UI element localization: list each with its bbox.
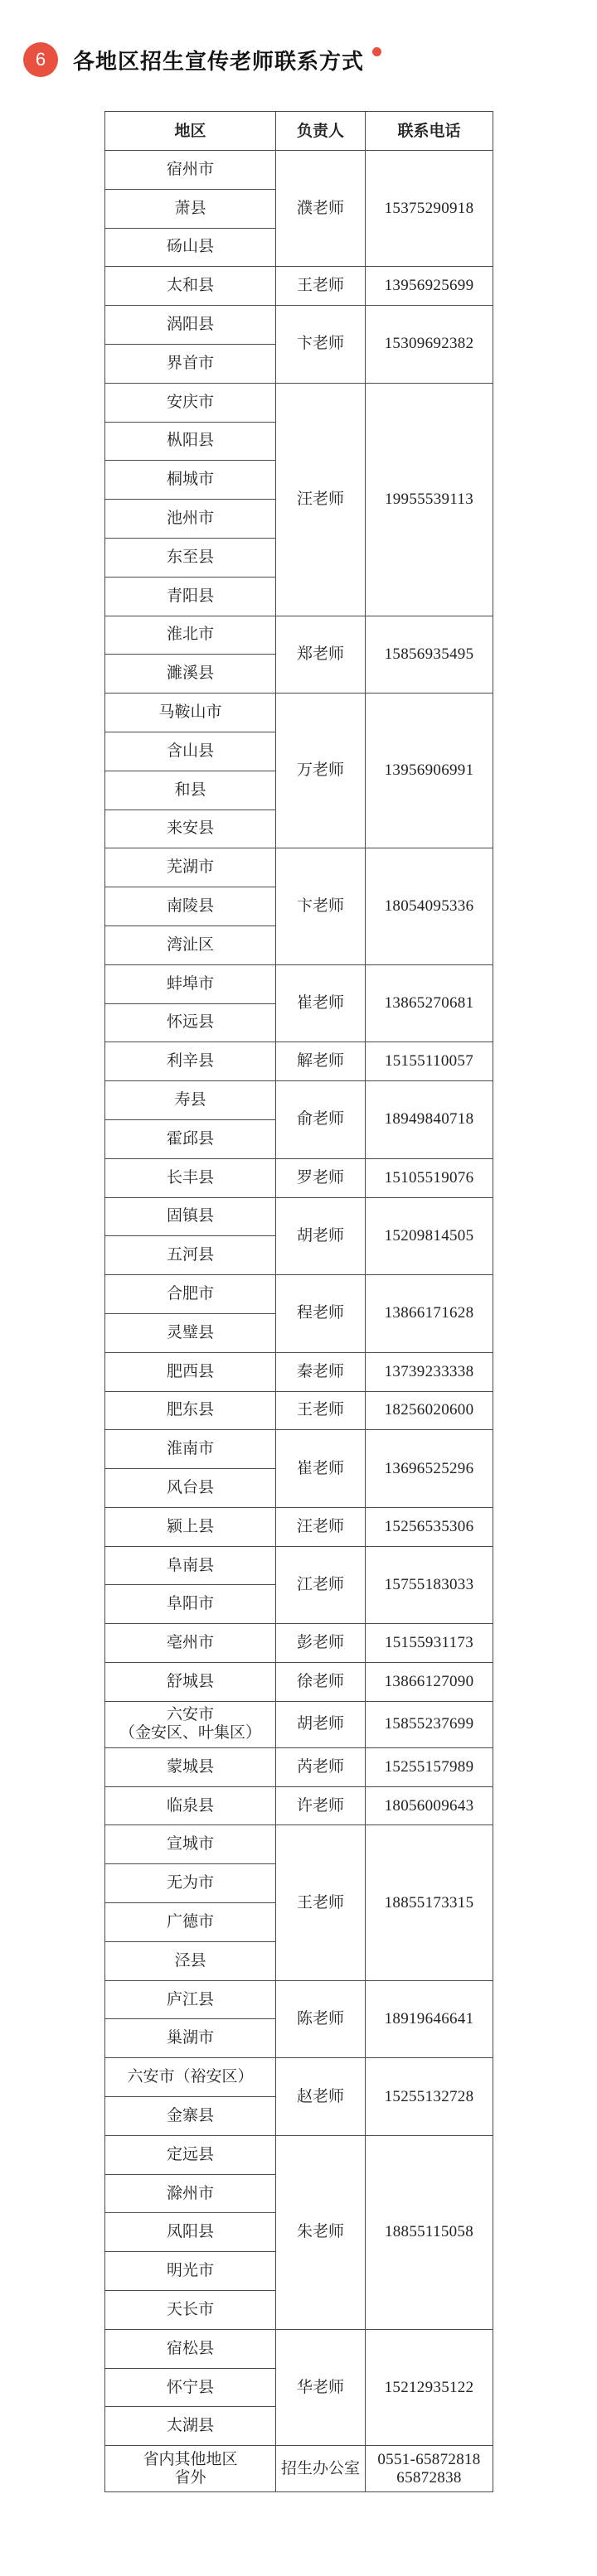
table-header-row xyxy=(105,112,493,151)
teacher-cell: 胡老师 xyxy=(276,1197,366,1275)
table-row xyxy=(105,1980,493,2019)
teacher-cell: 芮老师 xyxy=(276,1747,366,1786)
region-cell: 长丰县 xyxy=(105,1158,276,1197)
region-cell: 含山县 xyxy=(105,732,276,771)
region-cell: 临泉县 xyxy=(105,1786,276,1825)
teacher-cell: 万老师 xyxy=(276,694,366,848)
phone-cell: 18919646641 xyxy=(366,1980,493,2058)
phone-cell: 15155110057 xyxy=(366,1042,493,1081)
table-row xyxy=(105,2135,493,2174)
phone-cell: 15856935495 xyxy=(366,616,493,694)
phone-cell: 15209814505 xyxy=(366,1197,493,1275)
table-row xyxy=(105,1275,493,1314)
phone-cell: 18256020600 xyxy=(366,1391,493,1430)
phone-cell: 15256535306 xyxy=(366,1507,493,1546)
region-cell: 阜阳市 xyxy=(105,1585,276,1624)
teacher-cell: 陈老师 xyxy=(276,1980,366,2058)
phone-cell: 15105519076 xyxy=(366,1158,493,1197)
region-cell: 宣城市 xyxy=(105,1825,276,1864)
region-cell: 太湖县 xyxy=(105,2407,276,2446)
teacher-cell: 罗老师 xyxy=(276,1158,366,1197)
region-cell: 肥西县 xyxy=(105,1352,276,1391)
phone-cell: 18054095336 xyxy=(366,848,493,964)
region-cell: 怀远县 xyxy=(105,1003,276,1042)
table-row xyxy=(105,1081,493,1120)
region-cell: 芜湖市 xyxy=(105,848,276,887)
region-cell: 湾沚区 xyxy=(105,926,276,964)
region-cell: 六安市（裕安区） xyxy=(105,2058,276,2097)
region-cell: 蒙城县 xyxy=(105,1747,276,1786)
teacher-cell: 胡老师 xyxy=(276,1701,366,1747)
teacher-cell: 王老师 xyxy=(276,1391,366,1430)
region-cell: 淮北市 xyxy=(105,616,276,655)
region-cell: 萧县 xyxy=(105,189,276,228)
region-cell: 五河县 xyxy=(105,1236,276,1275)
region-cell: 省内其他地区 省外 xyxy=(105,2446,276,2492)
teacher-cell: 许老师 xyxy=(276,1786,366,1825)
region-cell: 淮南市 xyxy=(105,1430,276,1469)
phone-cell: 13866171628 xyxy=(366,1275,493,1353)
region-cell: 青阳县 xyxy=(105,577,276,616)
table-row xyxy=(105,1158,493,1197)
teacher-cell: 崔老师 xyxy=(276,964,366,1042)
phone-cell: 13696525296 xyxy=(366,1430,493,1508)
region-cell: 寿县 xyxy=(105,1081,276,1120)
section-header xyxy=(23,40,381,80)
contact-table xyxy=(104,111,493,2492)
region-cell: 舒城县 xyxy=(105,1663,276,1702)
table-row xyxy=(105,306,493,345)
teacher-cell: 徐老师 xyxy=(276,1663,366,1702)
phone-cell: 13956906991 xyxy=(366,694,493,848)
teacher-cell: 王老师 xyxy=(276,267,366,306)
table-row xyxy=(105,1507,493,1546)
teacher-cell: 华老师 xyxy=(276,2329,366,2445)
header-phone: 联系电话 xyxy=(366,112,493,151)
section-title: 各地区招生宣传老师联系方式 xyxy=(73,49,365,75)
phone-cell: 15755183033 xyxy=(366,1546,493,1624)
teacher-cell: 王老师 xyxy=(276,1825,366,1980)
region-cell: 固镇县 xyxy=(105,1197,276,1236)
region-cell: 定远县 xyxy=(105,2135,276,2174)
region-cell: 滁州市 xyxy=(105,2174,276,2213)
section-number-badge: 6 xyxy=(23,42,58,77)
table-row xyxy=(105,1042,493,1081)
table-row xyxy=(105,1786,493,1825)
teacher-cell: 郑老师 xyxy=(276,616,366,694)
region-cell: 凤阳县 xyxy=(105,2213,276,2252)
teacher-cell: 解老师 xyxy=(276,1042,366,1081)
teacher-cell: 江老师 xyxy=(276,1546,366,1624)
teacher-cell: 崔老师 xyxy=(276,1430,366,1508)
table-body xyxy=(105,151,493,2492)
region-cell: 池州市 xyxy=(105,500,276,539)
phone-cell: 18949840718 xyxy=(366,1081,493,1159)
teacher-cell: 程老师 xyxy=(276,1275,366,1353)
phone-cell: 15375290918 xyxy=(366,151,493,267)
region-cell: 砀山县 xyxy=(105,228,276,267)
teacher-cell: 秦老师 xyxy=(276,1352,366,1391)
phone-cell: 19955539113 xyxy=(366,383,493,616)
phone-cell: 15309692382 xyxy=(366,306,493,384)
region-cell: 来安县 xyxy=(105,810,276,848)
phone-cell: 13956925699 xyxy=(366,267,493,306)
table-row xyxy=(105,1546,493,1585)
region-cell: 亳州市 xyxy=(105,1624,276,1663)
table-row xyxy=(105,1663,493,1702)
region-cell: 风台县 xyxy=(105,1469,276,1508)
region-cell: 东至县 xyxy=(105,538,276,577)
phone-cell: 13866127090 xyxy=(366,1663,493,1702)
teacher-cell: 赵老师 xyxy=(276,2058,366,2136)
region-cell: 金寨县 xyxy=(105,2097,276,2136)
phone-cell: 15212935122 xyxy=(366,2329,493,2445)
table-row xyxy=(105,151,493,190)
region-cell: 宿州市 xyxy=(105,151,276,190)
phone-cell: 13739233338 xyxy=(366,1352,493,1391)
table-row xyxy=(105,694,493,732)
region-cell: 灵璧县 xyxy=(105,1313,276,1352)
table-row xyxy=(105,848,493,887)
region-cell: 肥东县 xyxy=(105,1391,276,1430)
teacher-cell: 濮老师 xyxy=(276,151,366,267)
phone-cell: 0551-65872818 65872838 xyxy=(366,2446,493,2492)
region-cell: 蚌埠市 xyxy=(105,964,276,1003)
region-cell: 庐江县 xyxy=(105,1980,276,2019)
table-row xyxy=(105,1391,493,1430)
table-row xyxy=(105,2446,493,2492)
region-cell: 涡阳县 xyxy=(105,306,276,345)
region-cell: 马鞍山市 xyxy=(105,694,276,732)
region-cell: 合肥市 xyxy=(105,1275,276,1314)
teacher-cell: 卞老师 xyxy=(276,306,366,384)
header-teacher: 负责人 xyxy=(276,112,366,151)
table-row xyxy=(105,1197,493,1236)
teacher-cell: 汪老师 xyxy=(276,383,366,616)
table-row xyxy=(105,1701,493,1747)
region-cell: 宿松县 xyxy=(105,2329,276,2368)
region-cell: 无为市 xyxy=(105,1864,276,1903)
region-cell: 界首市 xyxy=(105,344,276,383)
region-cell: 太和县 xyxy=(105,267,276,306)
table-row xyxy=(105,616,493,655)
region-cell: 利辛县 xyxy=(105,1042,276,1081)
table-row xyxy=(105,383,493,422)
phone-cell: 18855173315 xyxy=(366,1825,493,1980)
teacher-cell: 俞老师 xyxy=(276,1081,366,1159)
region-cell: 阜南县 xyxy=(105,1546,276,1585)
table-row xyxy=(105,1430,493,1469)
phone-cell: 18056009643 xyxy=(366,1786,493,1825)
header-region: 地区 xyxy=(105,112,276,151)
region-cell: 桐城市 xyxy=(105,461,276,500)
phone-cell: 15255132728 xyxy=(366,2058,493,2136)
region-cell: 明光市 xyxy=(105,2252,276,2291)
region-cell: 安庆市 xyxy=(105,383,276,422)
region-cell: 霍邱县 xyxy=(105,1119,276,1158)
table-row xyxy=(105,1747,493,1786)
region-cell: 濉溪县 xyxy=(105,655,276,694)
phone-cell: 18855115058 xyxy=(366,2135,493,2329)
phone-cell: 15155931173 xyxy=(366,1624,493,1663)
region-cell: 天长市 xyxy=(105,2291,276,2330)
region-cell: 怀宁县 xyxy=(105,2368,276,2407)
region-cell: 颍上县 xyxy=(105,1507,276,1546)
table-row xyxy=(105,1825,493,1864)
teacher-cell: 卞老师 xyxy=(276,848,366,964)
table-row xyxy=(105,1624,493,1663)
table-row xyxy=(105,2058,493,2097)
table-row xyxy=(105,1352,493,1391)
region-cell: 六安市 （金安区、叶集区） xyxy=(105,1701,276,1747)
phone-cell: 15255157989 xyxy=(366,1747,493,1786)
region-cell: 枞阳县 xyxy=(105,422,276,461)
region-cell: 南陵县 xyxy=(105,887,276,926)
teacher-cell: 招生办公室 xyxy=(276,2446,366,2492)
region-cell: 和县 xyxy=(105,771,276,810)
region-cell: 巢湖市 xyxy=(105,2019,276,2058)
table-row xyxy=(105,267,493,306)
region-cell: 泾县 xyxy=(105,1941,276,1980)
region-cell: 广德市 xyxy=(105,1903,276,1942)
table-row xyxy=(105,964,493,1003)
decorative-dot-icon xyxy=(372,47,381,56)
teacher-cell: 彭老师 xyxy=(276,1624,366,1663)
teacher-cell: 朱老师 xyxy=(276,2135,366,2329)
phone-cell: 13865270681 xyxy=(366,964,493,1042)
table-row xyxy=(105,2329,493,2368)
teacher-cell: 汪老师 xyxy=(276,1507,366,1546)
phone-cell: 15855237699 xyxy=(366,1701,493,1747)
